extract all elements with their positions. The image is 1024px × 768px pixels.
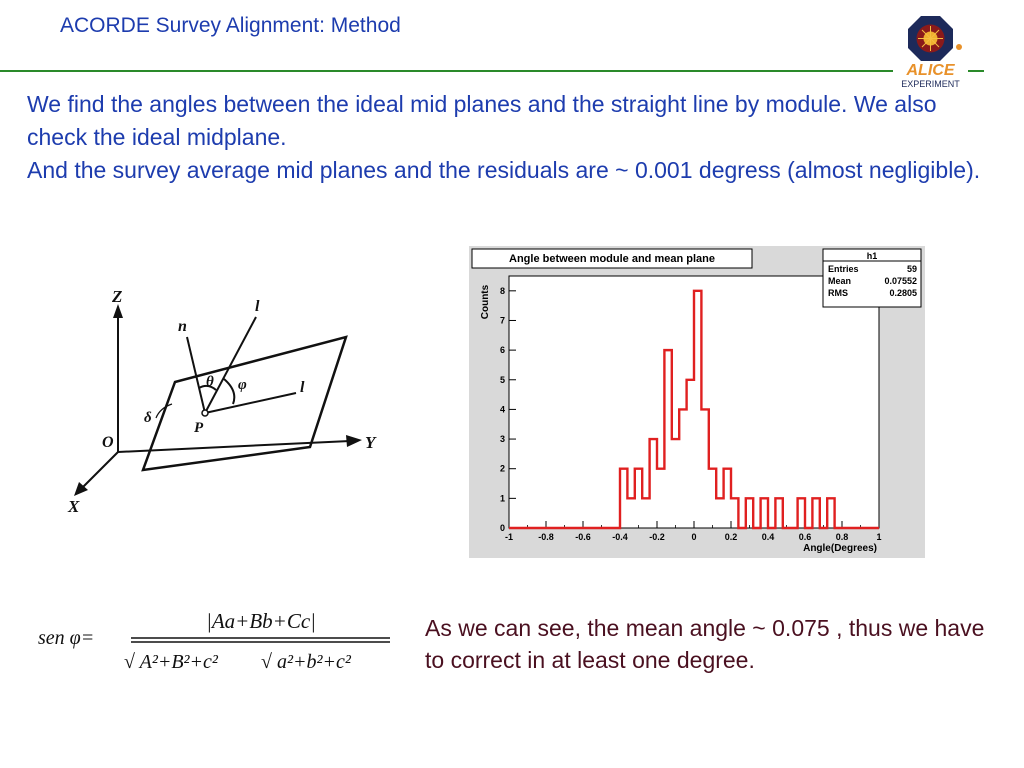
normal-label: n xyxy=(178,318,187,335)
z-axis-label: Z xyxy=(112,287,123,306)
stats-entries-value: 59 xyxy=(906,264,917,274)
line-l-projection xyxy=(205,393,296,413)
intro-text xyxy=(27,88,987,187)
conclusion-paragraph: As we can see, the mean angle ~ 0.075 , thus we have to correct in at least one degree. xyxy=(425,615,985,673)
z-axis-arrow xyxy=(113,304,123,318)
formula-numerator: |Aa+Bb+Cc| xyxy=(206,609,316,633)
line-l-upper-label: l xyxy=(255,298,260,315)
stats-box xyxy=(823,249,921,307)
x-tick-label: 0.6 xyxy=(798,532,812,542)
conclusion-text xyxy=(425,612,985,676)
x-tick-label: -1 xyxy=(504,532,514,542)
alice-emblem-icon xyxy=(893,12,968,62)
point-p-marker xyxy=(202,410,208,416)
y-tick-label: 2 xyxy=(499,463,505,474)
plane-geometry-diagram xyxy=(60,280,400,520)
x-tick-label: 1 xyxy=(876,532,882,542)
y-tick-label: 7 xyxy=(499,315,505,326)
x-axis-title: Angle(Degrees) xyxy=(803,543,877,554)
point-p-label: P xyxy=(194,420,204,436)
delta-label: δ xyxy=(144,410,152,426)
formula-lhs: sen φ= xyxy=(38,627,95,649)
x-tick-label: 0.8 xyxy=(835,532,849,542)
y-axis-label: Y xyxy=(365,433,376,452)
formula-denominator-right: √ a²+b²+c² xyxy=(261,651,351,673)
formula-denominator-left: √ A²+B²+c² xyxy=(124,651,218,673)
x-tick-label: 0.2 xyxy=(724,532,738,542)
y-tick-label: 5 xyxy=(499,374,505,385)
phi-label: φ xyxy=(238,377,247,393)
y-tick-label: 1 xyxy=(499,493,505,504)
y-tick-label: 8 xyxy=(499,285,505,296)
stats-entries-label: Entries xyxy=(828,264,859,274)
intro-paragraph-1: We find the angles between the ideal mid planes and the straight line by module. We also check the ideal midplane. xyxy=(27,91,937,150)
y-tick-label: 4 xyxy=(499,404,505,415)
alice-logo xyxy=(893,12,968,90)
stats-box-name: h1 xyxy=(866,251,878,261)
x-axis-line xyxy=(80,452,118,490)
x-tick-label: -0.2 xyxy=(649,532,665,542)
x-tick-label: 0 xyxy=(691,532,697,542)
stats-rms-value: 0.2805 xyxy=(889,288,917,298)
origin-label: O xyxy=(102,434,114,451)
line-l-upper xyxy=(205,317,256,413)
logo-subtitle: EXPERIMENT xyxy=(901,79,960,89)
title-divider-tail xyxy=(968,70,984,72)
stats-rms-label: RMS xyxy=(828,288,848,298)
angle-histogram-chart xyxy=(469,246,925,558)
y-tick-label: 6 xyxy=(499,345,505,356)
theta-label: θ xyxy=(206,374,214,390)
phi-arc xyxy=(224,379,234,404)
y-axis-title: Counts xyxy=(480,284,491,320)
x-axis-label: X xyxy=(68,497,80,516)
x-tick-label: 0.4 xyxy=(761,532,775,542)
formula xyxy=(36,600,396,680)
x-tick-label: -0.6 xyxy=(575,532,591,542)
intro-paragraph-2: And the survey average mid planes and the residuals are ~ 0.001 degress (almost negligible). xyxy=(27,157,981,183)
title-divider xyxy=(0,70,893,72)
logo-name: ALICE xyxy=(906,62,955,79)
y-axis-arrow xyxy=(346,435,362,447)
stats-mean-value: 0.07552 xyxy=(884,276,917,286)
y-tick-label: 0 xyxy=(499,523,505,533)
slide-title: ACORDE Survey Alignment: Method xyxy=(60,14,401,37)
stats-mean-label: Mean xyxy=(828,276,852,286)
y-tick-label: 3 xyxy=(499,434,505,445)
x-tick-label: -0.8 xyxy=(538,532,554,542)
line-l-lower-label: l xyxy=(300,379,305,396)
chart-title: Angle between module and mean plane xyxy=(509,253,715,265)
x-tick-label: -0.4 xyxy=(612,532,628,542)
